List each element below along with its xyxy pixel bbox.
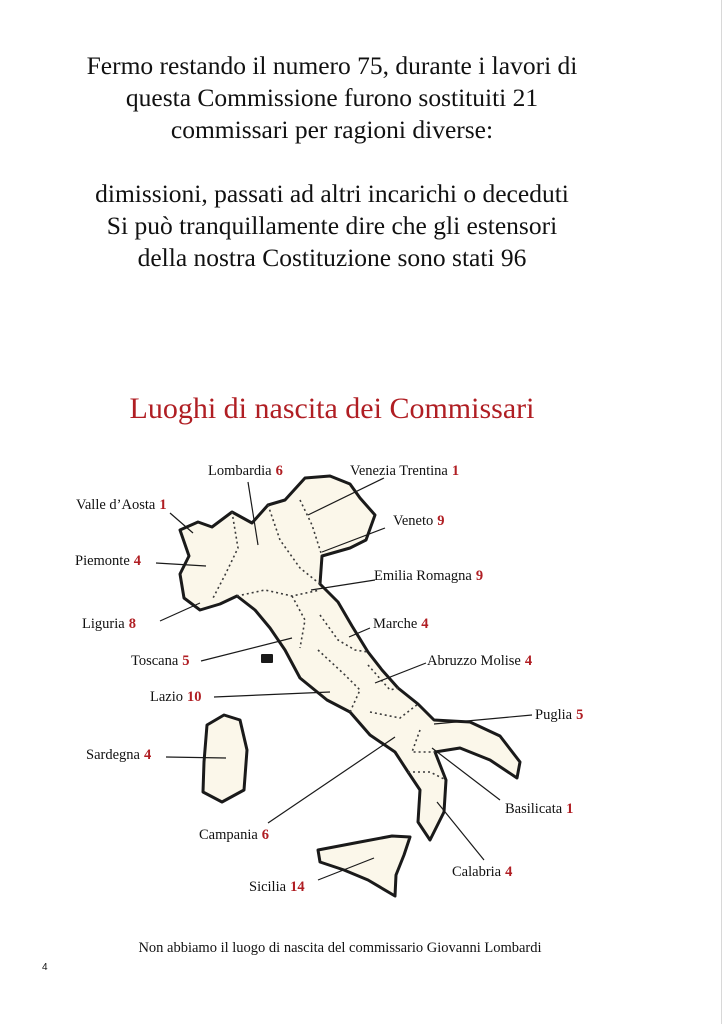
intro-line: questa Commissione furono sostituiti 21 [125,83,539,112]
intro-line: della nostra Costituzione sono stati 96 [137,243,527,272]
elba-island [262,655,272,662]
region-label-emilia-romagna: Emilia Romagna 9 [374,568,484,584]
leader-campania [268,737,395,823]
region-label-liguria: Liguria 8 [82,616,136,632]
leader-liguria [160,603,200,621]
region-label-campania: Campania 6 [199,827,270,843]
leader-toscana [201,638,292,661]
region-label-lazio: Lazio 10 [150,689,202,705]
map-title: Luoghi di nascita dei Commissari [129,392,535,425]
region-label-veneto: Veneto 9 [393,513,445,529]
leader-lazio [214,692,330,697]
region-label-sicilia: Sicilia 14 [249,879,305,895]
region-label-valle-daosta: Valle d’Aosta 1 [76,497,167,513]
intro-line: commissari per ragioni diverse: [170,115,494,144]
sicily-shape [318,836,410,896]
region-label-abruzzo-molise: Abruzzo Molise 4 [427,653,533,669]
region-label-calabria: Calabria 4 [452,864,513,880]
footnote: Non abbiamo il luogo di nascita del commissario Giovanni Lombardi [138,940,542,956]
intro-line: Fermo restando il numero 75, durante i lavori di [86,51,578,80]
region-label-basilicata: Basilicata 1 [505,801,574,817]
region-label-lombardia: Lombardia 6 [208,463,283,479]
leader-calabria [437,802,484,860]
intro-line: dimissioni, passati ad altri incarichi o deceduti [95,179,569,208]
region-label-puglia: Puglia 5 [535,707,584,723]
region-label-marche: Marche 4 [373,616,429,632]
region-label-toscana: Toscana 5 [131,653,190,669]
intro-line: Si può tranquillamente dire che gli estensori [106,211,558,240]
region-label-venezia-trentina: Venezia Trentina 1 [350,463,460,479]
page-number: 4 [42,962,48,973]
region-label-piemonte: Piemonte 4 [75,553,142,569]
region-label-sardegna: Sardegna 4 [86,747,152,763]
